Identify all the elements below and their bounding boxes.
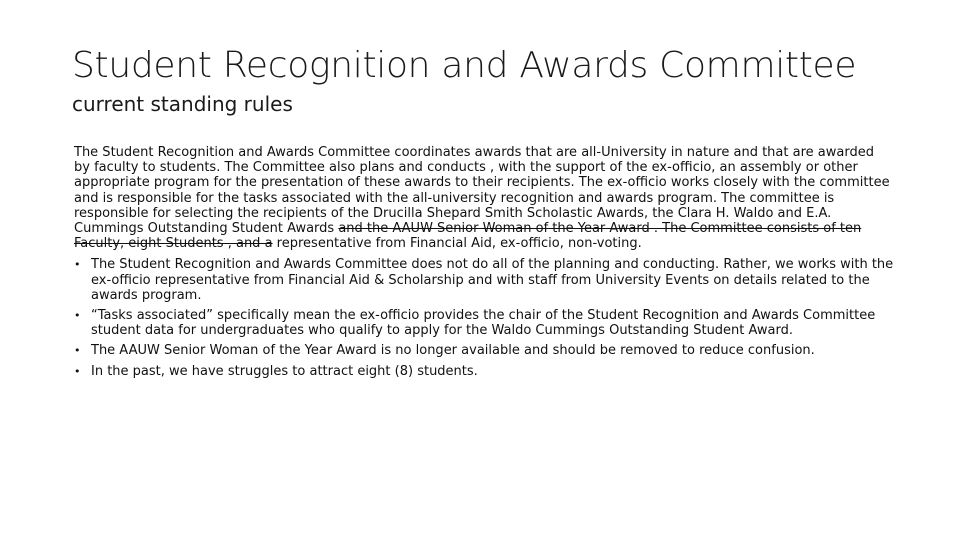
bullet-text: The Student Recognition and Awards Committee does not do all of the planning and conducting. Rather, we works with the ex-officio representative from Financial Aid & Scholarship and with staff from University Events on details related to the awards program. xyxy=(91,257,894,303)
slide-title: Student Recognition and Awards Committee xyxy=(72,45,857,86)
bullet-text: In the past, we have struggles to attract eight (8) students. xyxy=(91,363,478,379)
paragraph-main-text: The Student Recognition and Awards Committee coordinates awards that are all-University in nature and that are awarded by faculty to students. The Committee also plans and conducts , with the support of the ex-officio, an assembly or other appropriate program for the presentation of these awards to their recipients. The ex-officio works closely with the committee and is responsible for the tasks associated with the all-university recognition and awards program. The committee is responsible for selecting the recipients of the Drucilla Shepard Smith Scholastic Awards, the Clara H. Waldo and E.A. Cummings Outstanding Student Awards xyxy=(74,145,890,237)
paragraph-end-text: representative from Financial Aid, ex-officio, non-voting. xyxy=(272,236,642,252)
slide-body xyxy=(74,145,894,384)
committee-description-paragraph xyxy=(74,145,894,251)
bullet-item xyxy=(74,257,894,303)
bullet-item xyxy=(74,308,894,338)
bullet-icon: • xyxy=(74,309,81,323)
bullet-item xyxy=(74,343,894,358)
bullet-text: The AAUW Senior Woman of the Year Award is no longer available and should be removed to reduce confusion. xyxy=(91,343,815,359)
bullet-icon: • xyxy=(74,344,81,358)
bullet-icon: • xyxy=(74,364,81,378)
slide-subtitle: current standing rules xyxy=(72,92,293,116)
struck-through-text: and the AAUW Senior Woman of the Year Award . The Committee consists of ten Faculty, eight Students , and a xyxy=(74,221,862,252)
bullet-list xyxy=(74,257,894,378)
bullet-icon: • xyxy=(74,258,81,272)
bullet-item xyxy=(74,364,894,379)
bullet-text: “Tasks associated” specifically mean the ex-officio provides the chair of the Student Recognition and Awards Committee student data for undergraduates who qualify to apply for the Waldo Cummings Outstanding Student Award. xyxy=(91,308,876,339)
